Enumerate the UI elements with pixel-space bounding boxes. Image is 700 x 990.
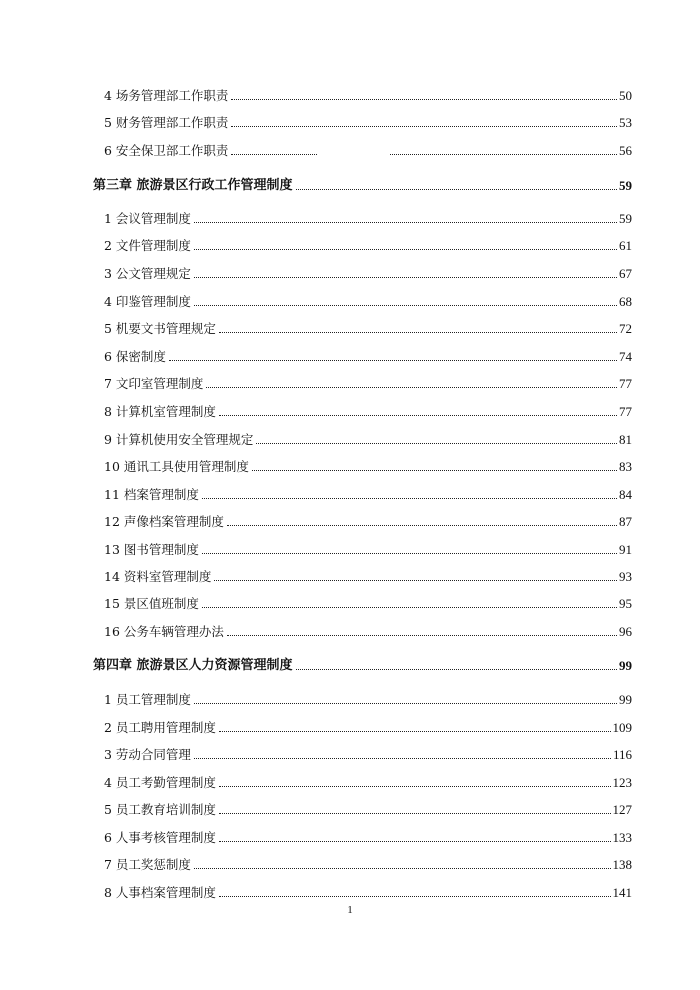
toc-chapter-entry[interactable] (93, 654, 632, 674)
toc-dot-leader (231, 126, 617, 127)
toc-entry-label: 8 计算机室管理制度 (104, 404, 216, 419)
toc-page-number: 81 (619, 432, 632, 447)
toc-section-entry[interactable] (104, 111, 632, 131)
toc-entry-label: 16 公务车辆管理办法 (104, 624, 224, 639)
toc-entry-label: 6 安全保卫部工作职责 (104, 143, 229, 158)
toc-dot-leader (219, 415, 617, 416)
toc-entry-label: 15 景区值班制度 (104, 596, 199, 611)
toc-entry-label: 7 员工奖惩制度 (104, 857, 191, 872)
toc-page-number: 59 (619, 211, 632, 226)
toc-page-number: 61 (619, 238, 632, 253)
toc-entry-label: 2 文件管理制度 (104, 238, 191, 253)
toc-section-entry[interactable] (104, 853, 632, 873)
toc-dot-leader (219, 731, 611, 732)
toc-section-entry[interactable] (104, 207, 632, 227)
toc-dot-leader (202, 607, 617, 608)
toc-page-number: 116 (612, 747, 632, 762)
toc-section-entry[interactable] (104, 688, 632, 708)
toc-page-number: 138 (612, 857, 632, 872)
toc-page-number: 77 (619, 404, 632, 419)
toc-page-number: 95 (619, 596, 632, 611)
toc-section-entry[interactable] (104, 483, 632, 503)
toc-dot-leader (227, 525, 617, 526)
toc-section-entry[interactable] (104, 290, 632, 310)
toc-section-entry[interactable] (104, 620, 632, 640)
toc-dot-leader (296, 669, 617, 670)
toc-dot-leader (194, 703, 617, 704)
toc-page-number: 56 (619, 143, 632, 158)
toc-chapter-entry[interactable] (93, 174, 632, 194)
toc-entry-label: 6 人事考核管理制度 (104, 830, 216, 845)
toc-entry-label: 11 档案管理制度 (104, 487, 199, 502)
toc-dot-leader (202, 553, 617, 554)
toc-entry-label: 13 图书管理制度 (104, 542, 199, 557)
toc-section-entry[interactable] (104, 538, 632, 558)
toc-page-number: 53 (619, 115, 632, 130)
toc-entry-label: 5 员工教育培训制度 (104, 802, 216, 817)
toc-dot-leader (219, 841, 611, 842)
toc-page-number: 77 (619, 376, 632, 391)
toc-section-entry[interactable] (104, 345, 632, 365)
toc-page-number: 68 (619, 294, 632, 309)
toc-dot-leader (231, 99, 617, 100)
toc-section-entry[interactable] (104, 881, 632, 901)
toc-page-number: 74 (619, 349, 632, 364)
toc-page-number: 123 (612, 775, 632, 790)
toc-entry-label: 4 员工考勤管理制度 (104, 775, 216, 790)
toc-dot-leader (390, 154, 617, 155)
toc-entry-label: 6 保密制度 (104, 349, 166, 364)
toc-entry-label: 12 声像档案管理制度 (104, 514, 224, 529)
toc-section-entry[interactable] (104, 139, 632, 159)
toc-section-entry[interactable] (104, 743, 632, 763)
toc-dot-leader (231, 154, 317, 155)
toc-entry-label: 5 机要文书管理规定 (104, 321, 216, 336)
toc-entry-label: 7 文印室管理制度 (104, 376, 204, 391)
toc-dot-leader (227, 635, 617, 636)
toc-dot-leader (219, 332, 617, 333)
toc-page-number: 84 (619, 487, 632, 502)
toc-dot-leader (202, 498, 617, 499)
toc-section-entry[interactable] (104, 510, 632, 530)
toc-dot-leader (219, 786, 611, 787)
toc-page-number: 91 (619, 542, 632, 557)
toc-entry-label: 4 场务管理部工作职责 (104, 88, 229, 103)
toc-entry-label: 4 印鉴管理制度 (104, 294, 191, 309)
toc-dot-leader (296, 189, 617, 190)
toc-entry-label: 3 劳动合同管理 (104, 747, 191, 762)
toc-section-entry[interactable] (104, 400, 632, 420)
toc-entry-label: 14 资料室管理制度 (104, 569, 212, 584)
toc-page-number: 96 (619, 624, 632, 639)
toc-section-entry[interactable] (104, 317, 632, 337)
toc-section-entry[interactable] (104, 565, 632, 585)
toc-dot-leader (214, 580, 617, 581)
toc-section-entry[interactable] (104, 262, 632, 282)
toc-page-number: 67 (619, 266, 632, 281)
toc-section-entry[interactable] (104, 716, 632, 736)
toc-dot-leader (194, 277, 617, 278)
toc-dot-leader (252, 470, 617, 471)
toc-section-entry[interactable] (104, 372, 632, 392)
toc-entry-label: 第四章 旅游景区人力资源管理制度 (93, 658, 293, 673)
toc-page-number: 83 (619, 459, 632, 474)
toc-dot-leader (194, 758, 611, 759)
toc-dot-leader (194, 868, 611, 869)
toc-page-number: 87 (619, 514, 632, 529)
toc-entry-label: 5 财务管理部工作职责 (104, 115, 229, 130)
toc-section-entry[interactable] (104, 592, 632, 612)
toc-page-number: 99 (619, 692, 632, 707)
toc-entry-label: 8 人事档案管理制度 (104, 885, 216, 900)
toc-page-number: 133 (612, 830, 632, 845)
page-number: 1 (347, 904, 353, 916)
toc-entry-label: 9 计算机使用安全管理规定 (104, 432, 254, 447)
toc-dot-leader (219, 896, 611, 897)
toc-page-number: 99 (619, 658, 632, 673)
toc-section-entry[interactable] (104, 798, 632, 818)
toc-page-number: 72 (619, 321, 632, 336)
toc-page-number: 109 (612, 720, 632, 735)
toc-dot-leader (194, 222, 617, 223)
toc-dot-leader (169, 360, 617, 361)
toc-section-entry[interactable] (104, 771, 632, 791)
toc-section-entry[interactable] (104, 234, 632, 254)
toc-section-entry[interactable] (104, 455, 632, 475)
toc-dot-leader (194, 249, 617, 250)
toc-section-entry[interactable] (104, 84, 632, 104)
toc-dot-leader (256, 443, 617, 444)
toc-section-entry[interactable] (104, 428, 632, 448)
toc-dot-leader (219, 813, 611, 814)
toc-page-number: 93 (619, 569, 632, 584)
toc-dot-leader (194, 305, 617, 306)
toc-entry-label: 1 会议管理制度 (104, 211, 191, 226)
toc-dot-leader (206, 387, 617, 388)
toc-entry-label: 2 员工聘用管理制度 (104, 720, 216, 735)
toc-page-number: 127 (612, 802, 632, 817)
toc-page-number: 50 (619, 88, 632, 103)
toc-entry-label: 10 通讯工具使用管理制度 (104, 459, 249, 474)
toc-entry-label: 3 公文管理规定 (104, 266, 191, 281)
toc-entry-label: 1 员工管理制度 (104, 692, 191, 707)
toc-page-number: 59 (619, 178, 632, 193)
toc-entry-label: 第三章 旅游景区行政工作管理制度 (93, 178, 293, 193)
toc-page-number: 141 (612, 885, 632, 900)
toc-section-entry[interactable] (104, 826, 632, 846)
